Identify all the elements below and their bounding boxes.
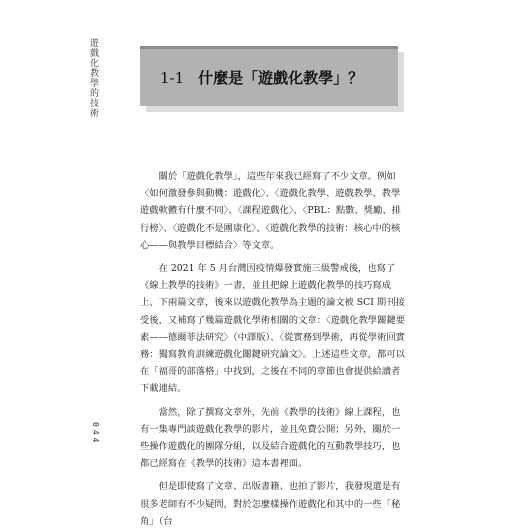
- paragraph: 關於「遊戲化教學」，這些年來我已經寫了不少文章。例如〈如何激發參與動機：遊戲化〉、〈遊戲化教學、遊戲教學、教學遊戲軟體有什麼不同〉、〈課程遊戲化〉、〈PBL：點數、獎勵、排行榜〉、〈遊戲化不是團康化〉、〈遊戲化教學的技術：核心中的核心——與教學目標結合〉等文章。: [140, 171, 401, 251]
- section-title: 什麼是「遊戲化教學」？: [198, 69, 364, 87]
- page-number: 044: [91, 422, 100, 446]
- paragraph: 在 2021 年 5 月台灣因疫情爆發實施三級警戒後，也寫了《線上教學的技術》一書，並且把線上遊戲化教學的技巧寫成上、下兩篇文章，後來以遊戲化教學為主題的論文被 SCI 期刊接受後，又補寫了幾篇遊戲化學術相關的文章：〈遊戲化教學關鍵要素——德爾菲法研究〉（中譯版）、〈從實務到學術，再從學術回實務：獨寫教育訓練遊戲化關鍵研究論文〉。上述這些文章，都可以在「福哥的部落格」中找到，之後在不同的章節也會提供給讀者下載連結。: [140, 263, 405, 395]
- section-number: 1-1: [160, 68, 185, 87]
- section-heading: [140, 49, 398, 106]
- paragraph: 當然，除了撰寫文章外，先前《教學的技術》線上課程，也有一集專門談遊戲化教學的影片，並且免費公開；另外，關於一些操作遊戲化的團隊分組，以及結合遊戲化的互動教學技巧，也都已經寫在《教學的技術》這本書裡面。: [140, 406, 401, 470]
- paragraph: 但是即使寫了文章、出版書籍、也拍了影片，我發現還是有很多老師有不少疑問，對於怎麼樣操作遊戲化和其中的一些「秘角」（台: [140, 481, 401, 527]
- running-head: 遊戲化教學的技術: [88, 38, 98, 118]
- section-banner: [140, 46, 398, 106]
- body-text: [140, 168, 408, 530]
